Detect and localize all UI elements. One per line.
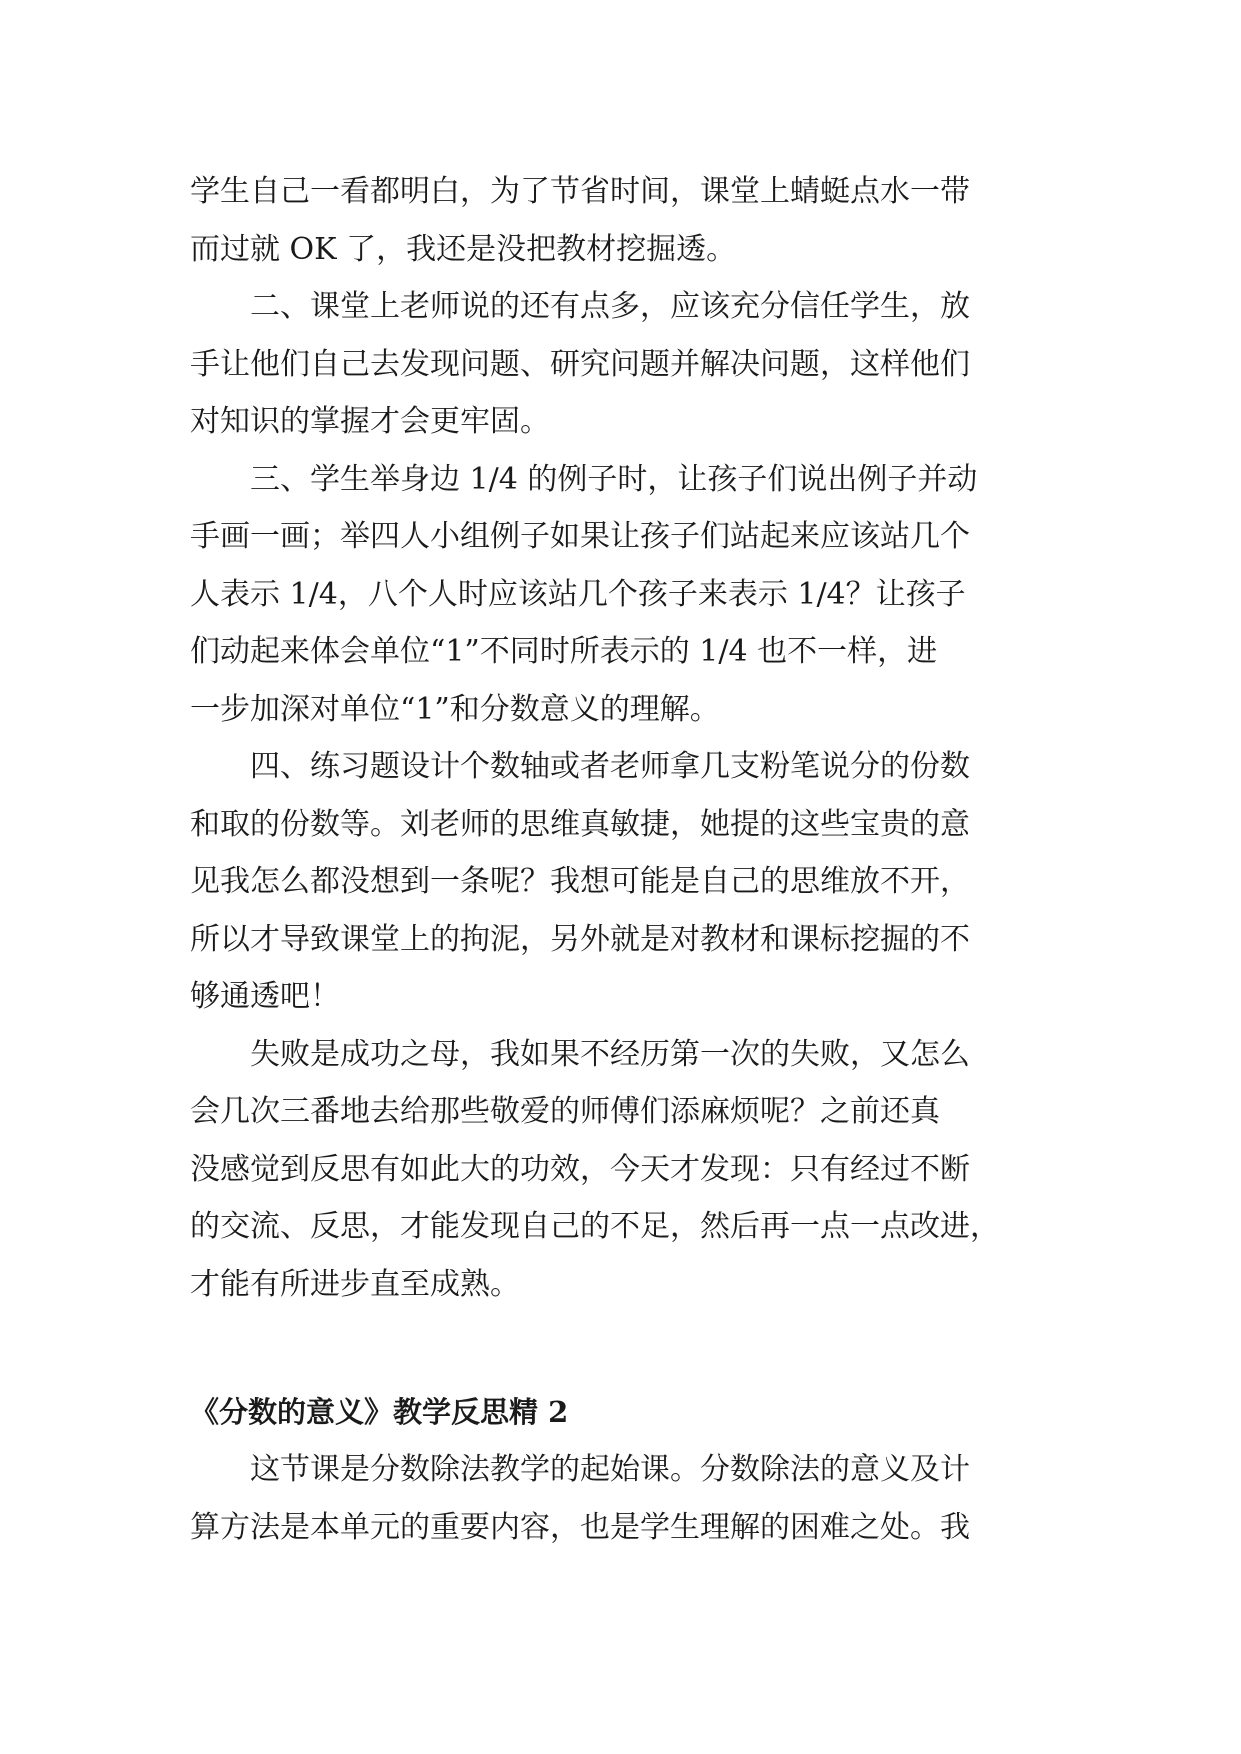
section-heading: 《分数的意义》教学反思精 2: [190, 1395, 569, 1429]
paragraph-point-four: 四、练习题设计个数轴或者老师拿几支粉笔说分的份数 和取的份数等。刘老师的思维真敏捷，她提的这些宝贵的意 见我怎么都没想到一条呢？我想可能是自己的思维放不开， 所以才导致课堂上的拘泥，另外就是对教材和课标挖掘的不 够通透吧！: [190, 749, 970, 1014]
paragraph-point-two: 二、课堂上老师说的还有点多，应该充分信任学生，放 手让他们自己去发现问题、研究问题并解决问题，这样他们 对知识的掌握才会更牢固。: [190, 289, 970, 439]
paragraph-section-two-intro: 这节课是分数除法教学的起始课。分数除法的意义及计 算方法是本单元的重要内容，也是学生理解的困难之处。我: [190, 1452, 970, 1545]
document-body: [190, 163, 1050, 1556]
paragraph-intro-continuation: 学生自己一看都明白，为了节省时间，课堂上蜻蜓点水一带 而过就 OK 了，我还是没把教材挖掘透。: [190, 174, 970, 267]
paragraph-point-three: 三、学生举身边 1/4 的例子时，让孩子们说出例子并动 手画一画；举四人小组例子如果让孩子们站起来应该站几个 人表示 1/4，八个人时应该站几个孩子来表示 1/4？让孩子 们动起来体会单位“1”不同时所表示的 1/4 也不一样，进 一步加深对单位“1”和分数意义的理解。: [190, 461, 978, 727]
paragraph-conclusion: 失败是成功之母，我如果不经历第一次的失败，又怎么 会几次三番地去给那些敬爱的师傅们添麻烦呢？之前还真 没感觉到反思有如此大的功效，今天才发现：只有经过不断 的交流、反思，才能发现自己的不足，然后再一点一点改进， 才能有所进步直至成熟。: [190, 1036, 1000, 1302]
